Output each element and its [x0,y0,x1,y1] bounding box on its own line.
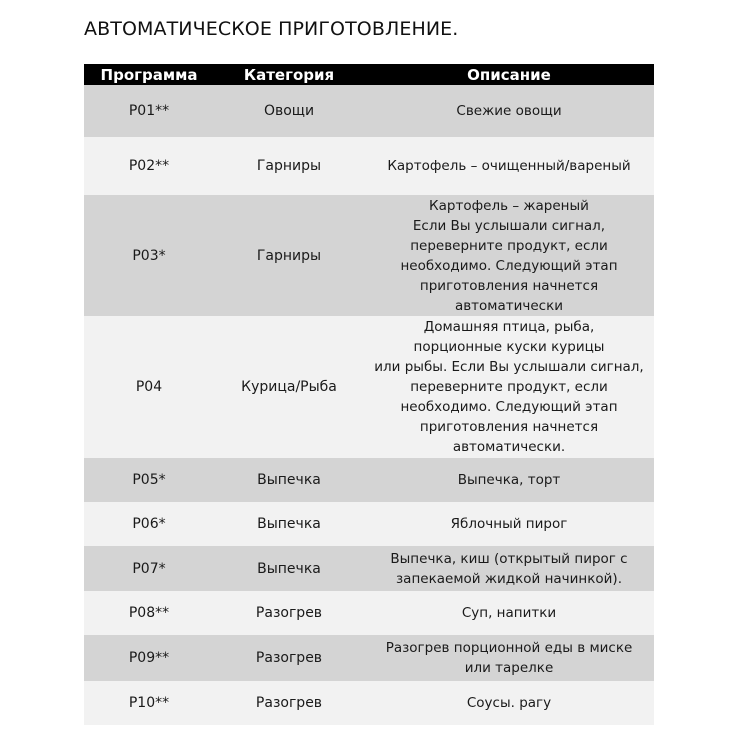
category-cell: Овощи [214,85,364,137]
description-line: приготовления начнется [419,419,599,435]
category-cell: Гарниры [214,137,364,195]
description-line: Суп, напитки [461,605,557,621]
table-header-row [84,64,654,85]
description-line: Соусы. рагу [466,695,552,711]
table-row [84,681,654,725]
program-cell: P01** [84,85,214,137]
program-cell: P03* [84,195,214,316]
description-line: порционные куски курицы [413,339,605,355]
category-cell: Гарниры [214,195,364,316]
program-cell: P09** [84,635,214,681]
description-cell [364,195,654,316]
description-cell [364,137,654,195]
description-line: переверните продукт, если [410,379,608,395]
category-cell: Выпечка [214,546,364,591]
description-line: Свежие овощи [456,103,562,119]
table-row [84,458,654,502]
description-line: или тарелке [464,660,554,676]
description-line: или рыбы. Если Вы услышали сигнал, [374,359,644,375]
description-cell [364,546,654,591]
description-cell [364,316,654,458]
description-line: Выпечка, торт [457,472,561,488]
category-cell: Разогрев [214,635,364,681]
description-line: Разогрев порционной еды в миске [385,640,633,656]
program-cell: P02** [84,137,214,195]
description-line: Выпечка, киш (открытый пирог с [390,550,628,567]
category-cell: Выпечка [214,458,364,502]
program-table [84,64,654,725]
description-cell [364,591,654,635]
table-row [84,195,654,316]
description-cell [364,681,654,725]
program-cell: P10** [84,681,214,725]
program-cell: P04 [84,316,214,458]
description-line: автоматически [454,297,564,314]
description-line: Домашняя птица, рыба, [423,319,595,335]
program-cell: P05* [84,458,214,502]
category-cell: Выпечка [214,502,364,546]
description-line: Картофель – очищенный/вареный [387,158,631,174]
table-row [84,316,654,458]
description-cell [364,458,654,502]
header-description: Описание [364,64,654,85]
category-cell: Разогрев [214,591,364,635]
category-cell: Курица/Рыба [214,316,364,458]
description-cell [364,502,654,546]
description-line: необходимо. Следующий этап [400,399,618,415]
description-line: приготовления начнется [419,277,599,294]
description-cell [364,85,654,137]
page-title: АВТОМАТИЧЕСКОЕ ПРИГОТОВЛЕНИЕ. [84,18,459,40]
description-line: запекаемой жидкой начинкой). [396,570,622,587]
description-line: необходимо. Следующий этап [400,257,618,274]
category-cell: Разогрев [214,681,364,725]
header-program: Программа [84,64,214,85]
description-line: переверните продукт, если [410,237,608,254]
program-cell: P08** [84,591,214,635]
table-row [84,85,654,137]
table-row [84,546,654,591]
description-line: автоматически. [452,439,566,455]
table-row [84,635,654,681]
table-row [84,502,654,546]
program-cell: P06* [84,502,214,546]
header-category: Категория [214,64,364,85]
description-line: Яблочный пирог [450,516,568,532]
table-row [84,137,654,195]
table-row [84,591,654,635]
description-cell [364,635,654,681]
description-line: Картофель – жареный [429,197,589,214]
description-line: Если Вы услышали сигнал, [412,217,606,234]
program-cell: P07* [84,546,214,591]
